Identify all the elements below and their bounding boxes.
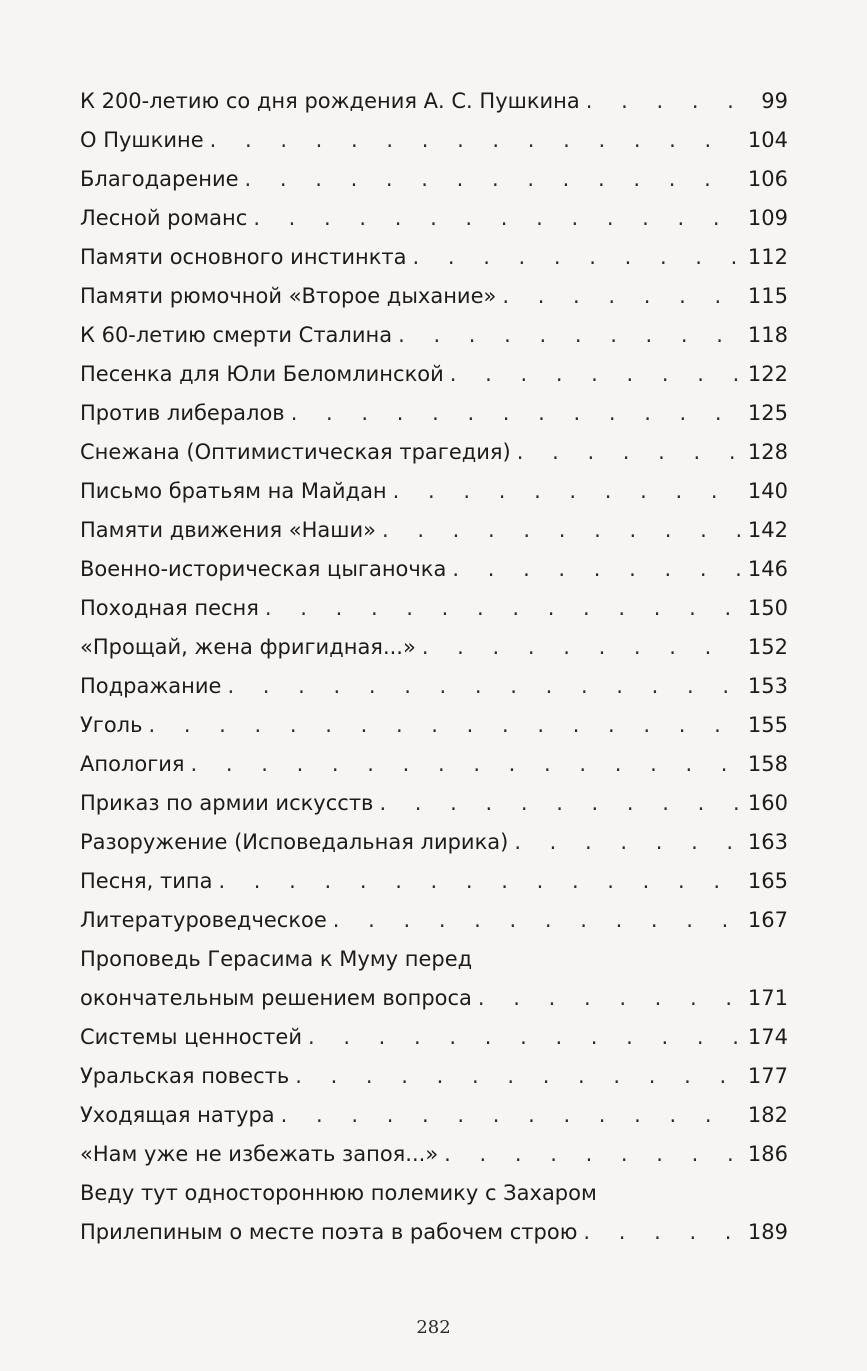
toc-entry xyxy=(80,199,788,238)
toc-entry-page: 182 xyxy=(747,1103,788,1127)
toc-entry-title: Литературоведческое xyxy=(80,908,327,932)
toc-entry-title: окончательным решением вопроса xyxy=(80,986,472,1010)
toc-entry-title: Уральская повесть xyxy=(80,1064,290,1088)
toc-dot-leader xyxy=(227,667,739,706)
toc-entry-page: 163 xyxy=(747,830,788,854)
toc-entry-page: 150 xyxy=(747,596,788,620)
toc-entry xyxy=(80,316,788,355)
toc-entry xyxy=(80,394,788,433)
toc-entry-title: О Пушкине xyxy=(80,128,204,152)
toc-entry xyxy=(80,1213,788,1252)
toc-dot-leader xyxy=(295,1057,740,1096)
toc-entry xyxy=(80,238,788,277)
toc-entry-page: 171 xyxy=(747,986,788,1010)
toc-dot-leader xyxy=(191,745,740,784)
toc-entry-page: 158 xyxy=(747,752,788,776)
toc-dot-leader xyxy=(444,1135,740,1174)
toc-entry-page: 106 xyxy=(747,167,788,191)
toc-entry-title: Памяти рюмочной «Второе дыхание» xyxy=(80,284,497,308)
toc-entry-page: 109 xyxy=(747,206,788,230)
toc-entry xyxy=(80,706,788,745)
toc-entry xyxy=(80,784,788,823)
toc-dot-leader xyxy=(502,277,740,316)
toc-entry-title: Песенка для Юли Беломлинской xyxy=(80,362,444,386)
toc-entry xyxy=(80,823,788,862)
toc-entry-page: 104 xyxy=(747,128,788,152)
toc-entry-title: Подражание xyxy=(80,674,222,698)
toc-dot-leader xyxy=(218,862,739,901)
toc-entry-title: Уголь xyxy=(80,713,143,737)
toc-entry xyxy=(80,277,788,316)
toc-dot-leader xyxy=(398,316,740,355)
toc-entry xyxy=(80,1174,788,1213)
toc-dot-leader xyxy=(265,589,740,628)
toc-entry-page: 167 xyxy=(747,908,788,932)
toc-entry-title: Военно-историческая цыганочка xyxy=(80,557,447,581)
toc-entry-title: «Нам уже не избежать запоя...» xyxy=(80,1142,439,1166)
toc-dot-leader xyxy=(333,901,740,940)
toc-entry-title: Веду тут одностороннюю полемику с Захаром xyxy=(80,1181,597,1205)
toc-entry-page: 99 xyxy=(761,89,788,113)
toc-entry-title: Памяти основного инстинкта xyxy=(80,245,407,269)
toc-entry-title: К 200-летию со дня рождения А. С. Пушкина xyxy=(80,89,580,113)
toc-entry-title: Походная песня xyxy=(80,596,259,620)
toc-dot-leader xyxy=(452,550,740,589)
toc-dot-leader xyxy=(148,706,739,745)
toc-dot-leader xyxy=(413,238,740,277)
page-number: 282 xyxy=(416,1317,451,1338)
toc-entry-page: 160 xyxy=(747,791,788,815)
toc-dot-leader xyxy=(281,1096,740,1135)
toc-entry xyxy=(80,940,788,979)
toc-dot-leader xyxy=(422,628,740,667)
toc-entry-page: 142 xyxy=(747,518,788,542)
toc-dot-leader xyxy=(393,472,740,511)
toc-entry-page: 115 xyxy=(747,284,788,308)
toc-entry-title: Проповедь Герасима к Муму перед xyxy=(80,947,473,971)
toc-entry-title: «Прощай, жена фригидная...» xyxy=(80,635,416,659)
toc-entry-title: Снежана (Оптимистическая трагедия) xyxy=(80,440,511,464)
toc-entry-page: 125 xyxy=(747,401,788,425)
toc-entry-title: Приказ по армии искусств xyxy=(80,791,374,815)
toc-entry xyxy=(80,862,788,901)
toc-entry xyxy=(80,160,788,199)
toc-entry-page: 165 xyxy=(747,869,788,893)
toc-entry-page: 153 xyxy=(747,674,788,698)
toc-dot-leader xyxy=(291,394,740,433)
toc-entry xyxy=(80,901,788,940)
toc-entry-title: Разоружение (Исповедальная лирика) xyxy=(80,830,509,854)
toc-dot-leader xyxy=(514,823,740,862)
table-of-contents xyxy=(80,82,788,1252)
toc-dot-leader xyxy=(379,784,739,823)
toc-entry xyxy=(80,1096,788,1135)
toc-entry xyxy=(80,550,788,589)
toc-entry-title: Песня, типа xyxy=(80,869,213,893)
toc-entry-page: 177 xyxy=(747,1064,788,1088)
toc-dot-leader xyxy=(517,433,740,472)
toc-dot-leader xyxy=(478,979,740,1018)
toc-entry xyxy=(80,1057,788,1096)
toc-entry xyxy=(80,511,788,550)
toc-dot-leader xyxy=(450,355,740,394)
toc-entry-page: 128 xyxy=(747,440,788,464)
toc-entry-page: 122 xyxy=(747,362,788,386)
toc-entry xyxy=(80,667,788,706)
toc-entry-title: Апология xyxy=(80,752,185,776)
toc-entry xyxy=(80,1018,788,1057)
toc-entry xyxy=(80,433,788,472)
toc-entry-page: 174 xyxy=(747,1025,788,1049)
toc-dot-leader xyxy=(586,82,740,121)
toc-entry xyxy=(80,355,788,394)
toc-dot-leader xyxy=(210,121,740,160)
toc-entry-page: 155 xyxy=(747,713,788,737)
toc-entry-title: Лесной романс xyxy=(80,206,248,230)
toc-entry-title: Против либералов xyxy=(80,401,285,425)
toc-entry xyxy=(80,979,788,1018)
toc-entry-page: 186 xyxy=(747,1142,788,1166)
toc-entry-page: 118 xyxy=(747,323,788,347)
toc-entry-page: 189 xyxy=(747,1220,788,1244)
toc-entry-page: 146 xyxy=(747,557,788,581)
toc-entry xyxy=(80,745,788,784)
toc-entry xyxy=(80,121,788,160)
toc-entry xyxy=(80,628,788,667)
toc-entry xyxy=(80,472,788,511)
toc-entry-page: 152 xyxy=(747,635,788,659)
toc-entry-page: 112 xyxy=(747,245,788,269)
toc-dot-leader xyxy=(583,1213,740,1252)
toc-entry-page: 140 xyxy=(747,479,788,503)
toc-dot-leader xyxy=(382,511,740,550)
toc-entry-title: Системы ценностей xyxy=(80,1025,302,1049)
toc-dot-leader xyxy=(253,199,740,238)
toc-entry-title: Прилепиным о месте поэта в рабочем строю xyxy=(80,1220,578,1244)
toc-entry-title: Благодарение xyxy=(80,167,239,191)
toc-entry-title: К 60-летию смерти Сталина xyxy=(80,323,393,347)
toc-entry xyxy=(80,589,788,628)
toc-entry-title: Письмо братьям на Майдан xyxy=(80,479,387,503)
toc-entry xyxy=(80,1135,788,1174)
toc-entry-title: Уходящая натура xyxy=(80,1103,275,1127)
toc-dot-leader xyxy=(308,1018,740,1057)
toc-dot-leader xyxy=(245,160,740,199)
toc-entry xyxy=(80,82,788,121)
toc-entry-title: Памяти движения «Наши» xyxy=(80,518,376,542)
